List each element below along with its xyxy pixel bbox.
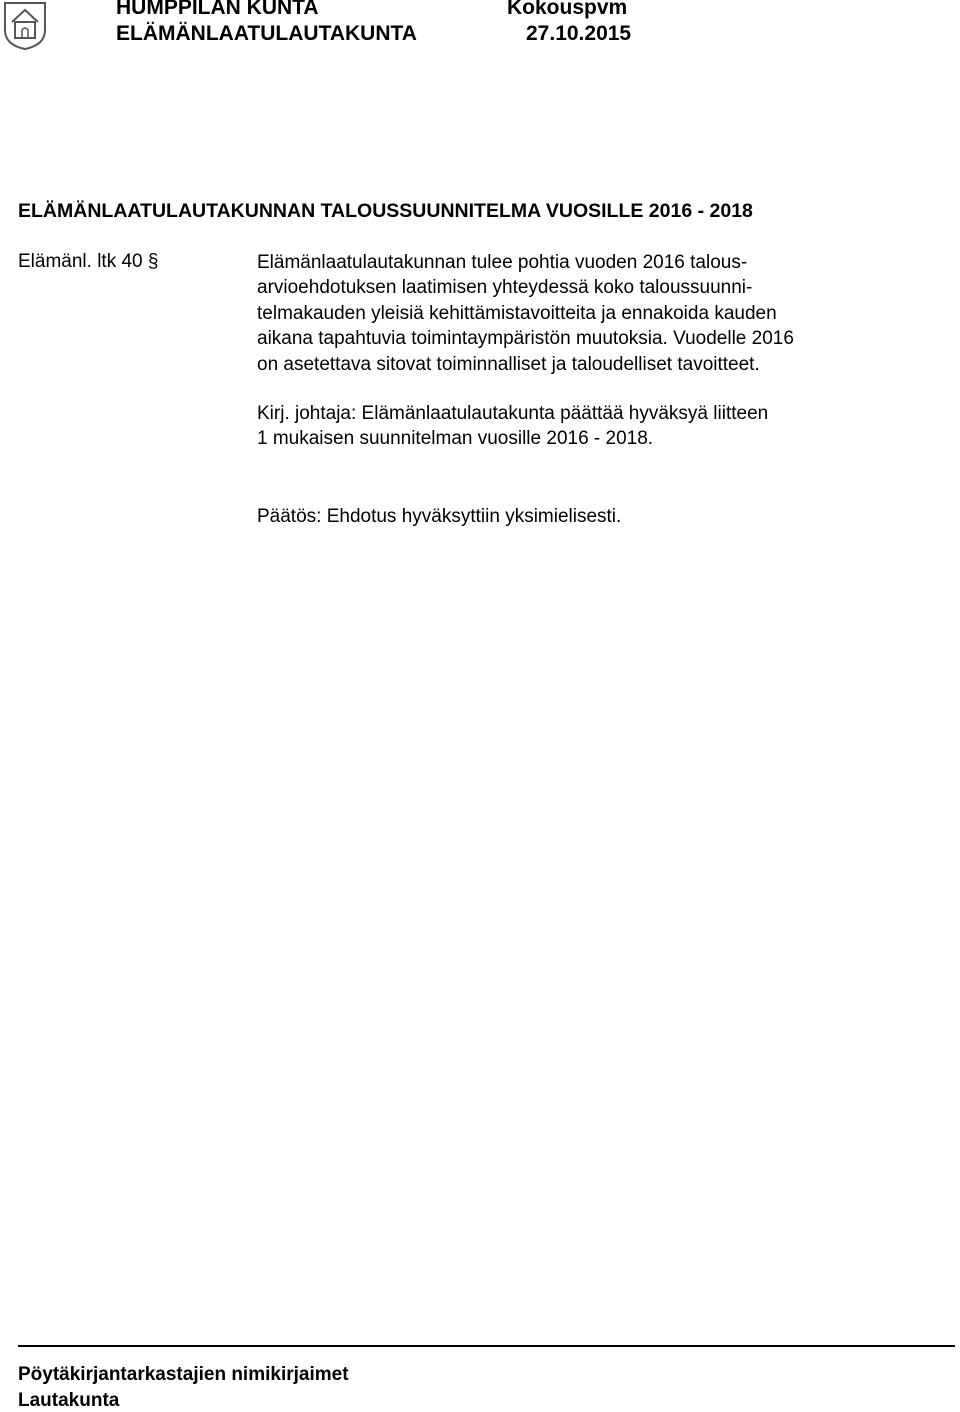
document-title: ELÄMÄNLAATULAUTAKUNNAN TALOUSSUUNNITELMA VUOSILLE 2016 - 2018 <box>18 200 753 222</box>
intro-line: telmakauden yleisiä kehittämistavoitteita ja ennakoida kauden <box>257 302 777 324</box>
decision-paragraph: Päätös: Ehdotus hyväksyttiin yksimielisesti. <box>257 506 622 527</box>
municipality-name: HUMPPILAN KUNTA <box>116 0 319 19</box>
proposal-line: Kirj. johtaja: Elämänlaatulautakunta päättää hyväksyä liitteen <box>257 403 769 424</box>
board-name: ELÄMÄNLAATULAUTAKUNTA <box>116 22 417 45</box>
intro-line: on asetettava sitovat toiminnalliset ja taloudelliset tavoitteet. <box>257 353 760 375</box>
board-footer-label: Lautakunta <box>18 1390 120 1411</box>
proposal-paragraph <box>257 401 768 452</box>
section-reference: Elämänl. ltk 40 § <box>18 251 159 272</box>
initials-label: Pöytäkirjantarkastajien nimikirjaimet <box>18 1364 349 1385</box>
proposal-line: 1 mukaisen suunnitelman vuosille 2016 - 2018. <box>257 428 654 450</box>
intro-line: Elämänlaatulautakunnan tulee pohtia vuoden 2016 talous- <box>257 252 748 273</box>
intro-line: aikana tapahtuvia toimintaympäristön muutoksia. Vuodelle 2016 <box>257 328 794 350</box>
footer-divider <box>18 1345 955 1347</box>
intro-paragraph <box>257 250 794 377</box>
meeting-date-label: Kokouspvm <box>507 0 628 19</box>
municipal-crest-logo <box>2 0 48 50</box>
meeting-date: 27.10.2015 <box>526 22 632 45</box>
intro-line: arvioehdotuksen laatimisen yhteydessä koko taloussuunni- <box>257 277 753 299</box>
